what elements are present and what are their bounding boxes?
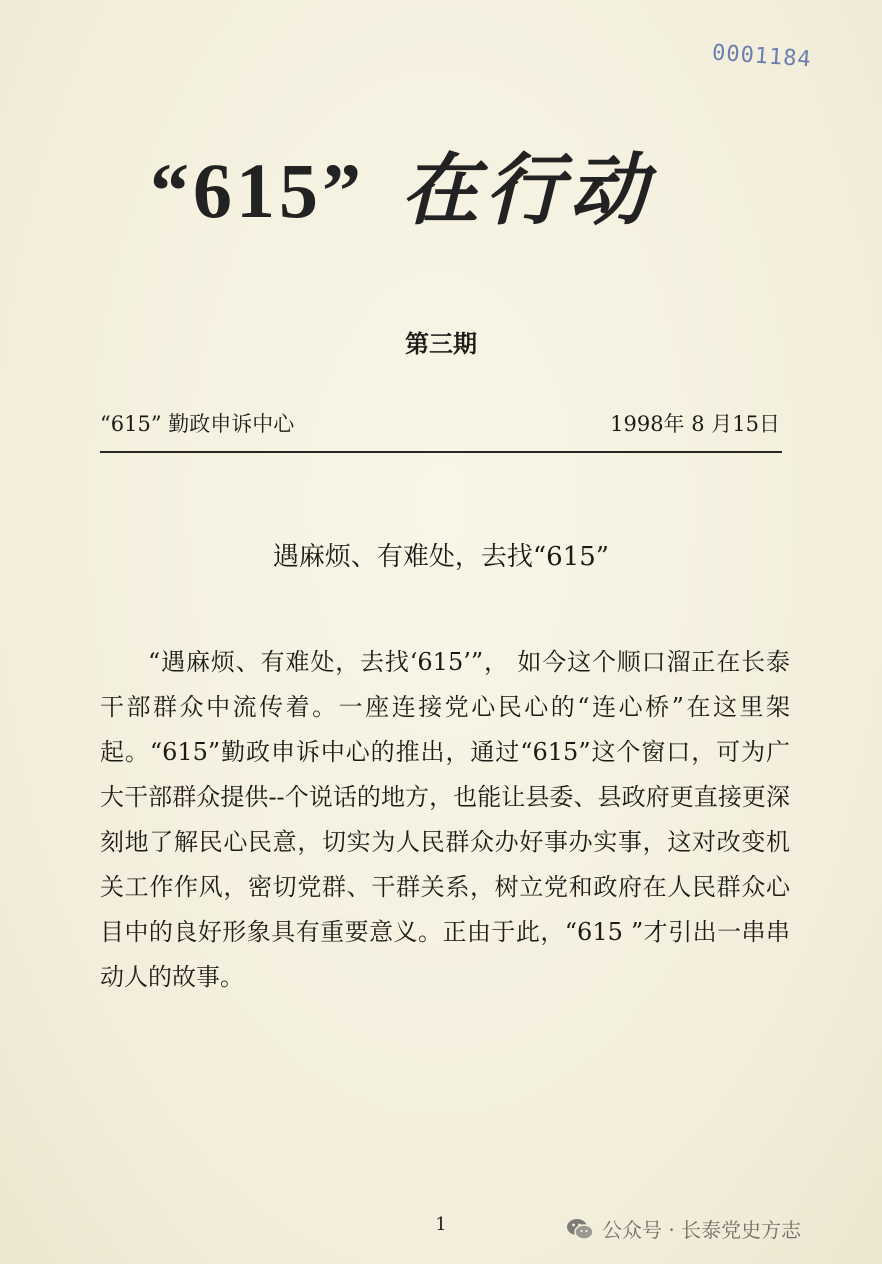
issue-label: 第三期	[405, 329, 477, 358]
archive-number: 0001184	[711, 40, 813, 73]
publisher: “615” 勤政申诉中心	[100, 412, 295, 436]
header-divider	[100, 451, 782, 453]
masthead	[150, 128, 790, 240]
masthead-title: 在行动	[401, 145, 654, 236]
watermark-text: 公众号 · 长泰党史方志	[602, 1218, 802, 1242]
watermark	[566, 1214, 801, 1243]
masthead-number: “615”	[150, 147, 365, 234]
publication-date: 1998年 8 月15日	[610, 412, 780, 436]
article-headline: 遇麻烦、有难处，去找“615”	[272, 542, 610, 572]
article-body: “遇麻烦、有难处，去找‘615’”， 如今这个顺口溜正在长泰干部群众中流传着。一座连接党心民心的“连心桥”在这里架起。“615”勤政申诉中心的推出，通过“615”这个窗口，可为广大干部群众提供--个说话的地方，也能让县委、县政府更直接更深刻地了解民心民意，切实为人民群众办好事办实事，这对改变机关工作作风，密切党群、干群关系，树立党和政府在人民群众心目中的良好形象具有重要意义。正由于此，“615 ”才引出一串串动人的故事。	[100, 648, 790, 991]
wechat-icon	[566, 1217, 594, 1241]
publication-header	[100, 408, 780, 438]
page-number: 1	[435, 1214, 447, 1235]
